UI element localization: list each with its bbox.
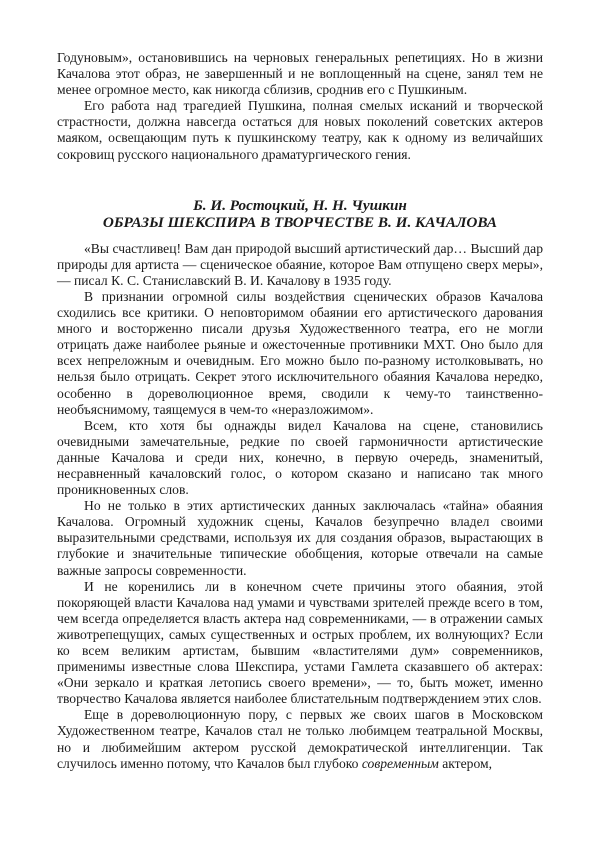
paragraph-text: Еще в дореволюционную пору, с первых же своих шагов в Московском Художественном театре, Качалов стал не только любимцем театральной Москвы, но и любимейшим актером русской демократической интеллигенции. Так случилось именно потому, что Качалов был глубоко	[57, 707, 543, 771]
paragraph: Его работа над трагедией Пушкина, полная смелых исканий и творческой страстности, должна навсегда остаться для новых поколений советских актеров маяком, освещающим путь к пушкинскому театру, как к одному из величайших сокровищ русского национального драматургического гения.	[57, 98, 543, 162]
book-page	[57, 50, 543, 772]
paragraph-text: актером,	[438, 755, 492, 771]
paragraph: И не коренились ли в конечном счете причины этого обаяния, этой покоряющей власти Качалова над умами и чувствами зрителей прежде всего в том, чем всегда определяется власть актера над современниками, — в отражении самых животрепещущих, самых существенных и острых проблем, их волнующих? Если ко всем великим артистам, бывшим «властителями дум» современников, применимы известные слова Шекспира, устами Гамлета сказавшего об актерах: «Они зеркало и краткая летопись своего времени», — то, быть может, именно творчество Качалова является наиболее блистательным подтверждением этих слов.	[57, 578, 543, 707]
paragraph: «Вы счастливец! Вам дан природой высший артистический дар… Высший дар природы для артиста — сценическое обаяние, которое Вам отпущено сверх меры», — писал К. С. Станиславский В. И. Качалову в 1935 году.	[57, 240, 543, 288]
article-title: ОБРАЗЫ ШЕКСПИРА В ТВОРЧЕСТВЕ В. И. КАЧАЛОВА	[102, 214, 498, 232]
article-authors: Б. И. Ростоцкий, Н. Н. Чушкин	[193, 196, 407, 214]
article-heading	[57, 197, 543, 232]
paragraph: В признании огромной силы воздействия сценических образов Качалова сходились все критики. О неповторимом обаянии его артистического дарования много и восторженно писали друзья Художественного театра, его не могли отрицать даже наиболее рьяные и ожесточенные противники МХТ. Оно было для всех непреложным и очевидным. Его можно было по-разному истолковывать, но нельзя было отрицать. Секрет этого исключительного обаяния Качалова нередко, особенно в дореволюционное время, сводили к чему-то таинственно-необъяснимому, таящемуся в чем-то «неразложимом».	[57, 288, 543, 417]
paragraph-last	[57, 707, 543, 771]
emphasized-word: современным	[361, 755, 439, 771]
paragraph: Но не только в этих артистических данных заключалась «тайна» обаяния Качалова. Огромный художник сцены, Качалов безупречно владел своими выразительными средствами, используя их для создания образов, вырастающих в глубокие и значительные типические обобщения, которые отвечали на самые важные запросы современности.	[57, 498, 543, 578]
paragraph-continued: Годуновым», остановившись на черновых генеральных репетициях. Но в жизни Качалова этот образ, не завершенный и не воплощенный на сцене, занял тем не менее огромное место, как никогда сблизив, сроднив его с Пушкиным.	[57, 50, 543, 98]
paragraph: Всем, кто хотя бы однажды видел Качалова на сцене, становились очевидными замечательные, редкие по своей гармоничности артистические данные Качалова и среди них, конечно, в первую очередь, знаменитый, несравненный качаловский голос, о котором сказано и написано так много проникновенных слов.	[57, 417, 543, 498]
